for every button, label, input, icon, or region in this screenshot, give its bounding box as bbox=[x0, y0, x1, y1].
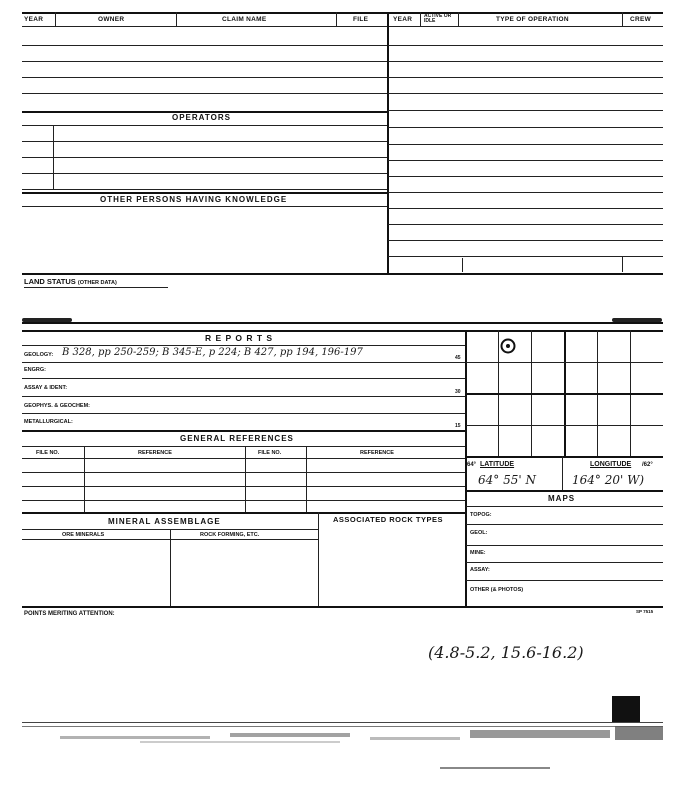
reports-title: R E P O R T S bbox=[205, 333, 274, 343]
operators-label: OPERATORS bbox=[172, 113, 231, 122]
crew-header: CREW bbox=[630, 16, 652, 23]
maps-geol: GEOL: bbox=[470, 530, 488, 536]
metallurgical-label: METALLURGICAL: bbox=[24, 419, 73, 425]
metallurgical-num: 15 bbox=[455, 423, 461, 429]
lat-prefix: 64° bbox=[467, 462, 477, 468]
land-status-label bbox=[24, 277, 117, 286]
associated-rock-types: ASSOCIATED ROCK TYPES bbox=[333, 515, 443, 524]
center-divider bbox=[387, 12, 389, 274]
gr-file-no-2: FILE NO. bbox=[258, 450, 282, 456]
ore-minerals-label: ORE MINERALS bbox=[62, 532, 105, 538]
points-meriting-label: POINTS MERITING ATTENTION: bbox=[24, 611, 115, 617]
latitude-value: 64° 55' N bbox=[478, 473, 536, 487]
type-of-operation-header: TYPE OF OPERATION bbox=[496, 16, 569, 23]
gr-reference-1: REFERENCE bbox=[138, 450, 172, 456]
maps-topog: TOPOG: bbox=[470, 512, 492, 518]
land-status-sublabel: (OTHER DATA) bbox=[77, 280, 117, 286]
rock-forming-label: ROCK FORMING, ETC. bbox=[200, 532, 260, 538]
assay-label: ASSAY & IDENT: bbox=[24, 385, 68, 391]
owner-header: OWNER bbox=[98, 16, 125, 23]
location-marker-icon bbox=[499, 337, 517, 355]
maps-mine: MINE: bbox=[470, 550, 486, 556]
handwritten-note: (4.8-5.2, 15.6-16.2) bbox=[428, 643, 584, 662]
geophys-label: GEOPHYS. & GEOCHEM: bbox=[24, 403, 91, 409]
assay-num: 30 bbox=[455, 389, 461, 395]
lon-suffix: /62° bbox=[642, 462, 653, 468]
maps-assay: ASSAY: bbox=[470, 567, 490, 573]
file-header: FILE bbox=[353, 16, 369, 23]
latitude-label: LATITUDE bbox=[480, 461, 515, 468]
maps-title: MAPS bbox=[548, 494, 576, 503]
gr-reference-2: REFERENCE bbox=[360, 450, 394, 456]
longitude-label: LONGITUDE bbox=[590, 461, 632, 468]
gr-file-no-1: FILE NO. bbox=[36, 450, 60, 456]
general-references-title: GENERAL REFERENCES bbox=[180, 434, 294, 443]
active-idle-header: ACTIVE OR IDLE bbox=[424, 13, 452, 24]
other-persons-label: OTHER PERSONS HAVING KNOWLEDGE bbox=[100, 195, 288, 204]
maps-other: OTHER (& PHOTOS) bbox=[470, 587, 524, 593]
land-status-title: LAND STATUS bbox=[24, 277, 76, 286]
reports-right-divider bbox=[465, 330, 467, 606]
geology-value: B 328, pp 250-259; B 345-E, p 224; B 427, pp 194, 196-197 bbox=[62, 347, 363, 358]
engrg-label: ENGRG: bbox=[24, 367, 46, 373]
form-number: SP 7515 bbox=[636, 609, 654, 614]
geology-num: 45 bbox=[455, 355, 461, 361]
mineral-assemblage-title: MINERAL ASSEMBLAGE bbox=[108, 517, 221, 526]
table-top-rule bbox=[22, 12, 663, 14]
longitude-value: 164° 20' W) bbox=[572, 473, 645, 487]
year2-header: YEAR bbox=[393, 16, 413, 23]
header-bottom-rule bbox=[22, 26, 663, 27]
claim-name-header: CLAIM NAME bbox=[222, 16, 267, 23]
year-header: YEAR bbox=[24, 16, 44, 23]
geology-label: GEOLOGY: bbox=[24, 352, 54, 358]
